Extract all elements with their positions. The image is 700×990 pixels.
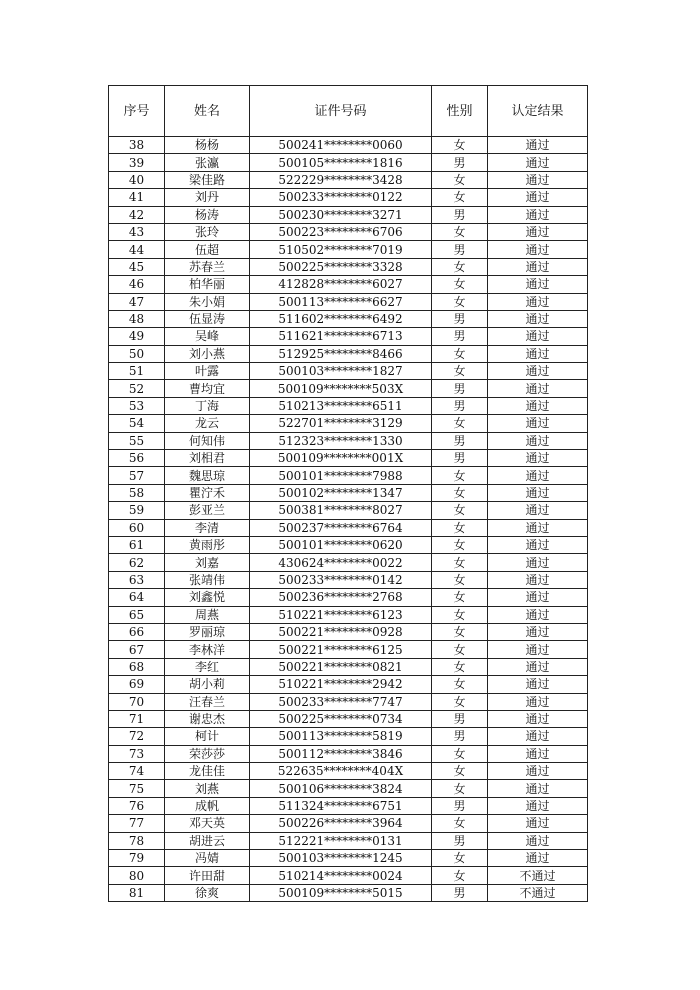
cell-gender: 女 [432, 467, 488, 484]
cell-gender: 男 [432, 154, 488, 171]
cell-gender: 女 [432, 519, 488, 536]
cell-number: 49 [109, 328, 165, 345]
cell-gender: 女 [432, 815, 488, 832]
table-row [109, 345, 588, 362]
cell-name: 丁海 [165, 397, 250, 414]
cell-id-number: 500102********1347 [250, 484, 432, 501]
cell-gender: 男 [432, 450, 488, 467]
table-row [109, 310, 588, 327]
table-row [109, 623, 588, 640]
cell-name: 刘小燕 [165, 345, 250, 362]
cell-name: 彭亚兰 [165, 502, 250, 519]
cell-gender: 男 [432, 832, 488, 849]
table-row [109, 745, 588, 762]
cell-gender: 男 [432, 241, 488, 258]
table-row [109, 484, 588, 501]
cell-number: 59 [109, 502, 165, 519]
header-id-number: 证件号码 [250, 86, 432, 137]
cell-number: 69 [109, 676, 165, 693]
table-row [109, 171, 588, 188]
cell-id-number: 500236********2768 [250, 589, 432, 606]
cell-result: 通过 [488, 258, 588, 275]
cell-name: 瞿泞禾 [165, 484, 250, 501]
table-row [109, 710, 588, 727]
cell-id-number: 500221********0928 [250, 623, 432, 640]
cell-id-number: 500225********3328 [250, 258, 432, 275]
cell-number: 54 [109, 415, 165, 432]
cell-gender: 女 [432, 589, 488, 606]
table-row [109, 450, 588, 467]
table-row [109, 415, 588, 432]
table-row [109, 467, 588, 484]
table-row [109, 137, 588, 154]
cell-number: 78 [109, 832, 165, 849]
table-row [109, 797, 588, 814]
cell-name: 成帆 [165, 797, 250, 814]
cell-name: 徐爽 [165, 884, 250, 901]
cell-name: 胡小莉 [165, 676, 250, 693]
cell-result: 通过 [488, 223, 588, 240]
cell-name: 谢忠杰 [165, 710, 250, 727]
cell-id-number: 500226********3964 [250, 815, 432, 832]
table-row [109, 258, 588, 275]
table-row [109, 502, 588, 519]
cell-gender: 男 [432, 380, 488, 397]
cell-id-number: 511324********6751 [250, 797, 432, 814]
cell-id-number: 500223********6706 [250, 223, 432, 240]
cell-number: 46 [109, 276, 165, 293]
cell-name: 叶露 [165, 363, 250, 380]
cell-result: 通过 [488, 137, 588, 154]
cell-name: 刘丹 [165, 189, 250, 206]
cell-number: 65 [109, 606, 165, 623]
cell-gender: 女 [432, 850, 488, 867]
cell-name: 许田甜 [165, 867, 250, 884]
cell-number: 70 [109, 693, 165, 710]
cell-id-number: 500113********6627 [250, 293, 432, 310]
cell-result: 通过 [488, 171, 588, 188]
cell-result: 通过 [488, 658, 588, 675]
cell-id-number: 500109********001X [250, 450, 432, 467]
cell-number: 67 [109, 641, 165, 658]
cell-id-number: 510213********6511 [250, 397, 432, 414]
table-row [109, 276, 588, 293]
cell-number: 52 [109, 380, 165, 397]
cell-name: 苏春兰 [165, 258, 250, 275]
header-gender: 性别 [432, 86, 488, 137]
cell-name: 刘相君 [165, 450, 250, 467]
cell-name: 汪春兰 [165, 693, 250, 710]
cell-name: 吴峰 [165, 328, 250, 345]
cell-number: 40 [109, 171, 165, 188]
cell-result: 通过 [488, 641, 588, 658]
cell-number: 45 [109, 258, 165, 275]
cell-name: 胡进云 [165, 832, 250, 849]
cell-gender: 女 [432, 171, 488, 188]
table-row [109, 728, 588, 745]
cell-result: 通过 [488, 554, 588, 571]
cell-gender: 男 [432, 797, 488, 814]
cell-number: 58 [109, 484, 165, 501]
cell-id-number: 500113********5819 [250, 728, 432, 745]
cell-id-number: 511602********6492 [250, 310, 432, 327]
cell-number: 41 [109, 189, 165, 206]
table-row [109, 693, 588, 710]
cell-number: 72 [109, 728, 165, 745]
cell-gender: 女 [432, 536, 488, 553]
cell-name: 柯计 [165, 728, 250, 745]
cell-id-number: 522229********3428 [250, 171, 432, 188]
cell-id-number: 500233********7747 [250, 693, 432, 710]
cell-gender: 女 [432, 867, 488, 884]
header-row [109, 86, 588, 137]
cell-number: 61 [109, 536, 165, 553]
cell-id-number: 500106********3824 [250, 780, 432, 797]
cell-id-number: 430624********0022 [250, 554, 432, 571]
cell-number: 64 [109, 589, 165, 606]
table-row [109, 536, 588, 553]
certification-results-table [108, 85, 588, 902]
cell-result: 通过 [488, 710, 588, 727]
cell-gender: 女 [432, 554, 488, 571]
cell-gender: 女 [432, 345, 488, 362]
table-row [109, 241, 588, 258]
cell-number: 80 [109, 867, 165, 884]
cell-number: 81 [109, 884, 165, 901]
cell-gender: 女 [432, 641, 488, 658]
cell-name: 何知伟 [165, 432, 250, 449]
cell-gender: 女 [432, 276, 488, 293]
cell-gender: 女 [432, 658, 488, 675]
cell-gender: 女 [432, 363, 488, 380]
cell-result: 通过 [488, 728, 588, 745]
cell-result: 通过 [488, 345, 588, 362]
cell-gender: 男 [432, 397, 488, 414]
cell-gender: 女 [432, 571, 488, 588]
cell-id-number: 412828********6027 [250, 276, 432, 293]
cell-name: 刘鑫悦 [165, 589, 250, 606]
cell-result: 通过 [488, 623, 588, 640]
cell-gender: 女 [432, 258, 488, 275]
cell-number: 77 [109, 815, 165, 832]
cell-result: 通过 [488, 380, 588, 397]
cell-name: 杨涛 [165, 206, 250, 223]
cell-result: 通过 [488, 745, 588, 762]
table-row [109, 397, 588, 414]
cell-result: 通过 [488, 797, 588, 814]
table-row [109, 223, 588, 240]
table-row [109, 606, 588, 623]
table-row [109, 189, 588, 206]
cell-gender: 女 [432, 676, 488, 693]
cell-number: 55 [109, 432, 165, 449]
cell-number: 47 [109, 293, 165, 310]
cell-id-number: 522701********3129 [250, 415, 432, 432]
cell-number: 75 [109, 780, 165, 797]
cell-gender: 女 [432, 223, 488, 240]
cell-id-number: 500101********0620 [250, 536, 432, 553]
cell-number: 68 [109, 658, 165, 675]
cell-name: 曹均宜 [165, 380, 250, 397]
cell-id-number: 522635********404X [250, 763, 432, 780]
cell-id-number: 500109********503X [250, 380, 432, 397]
cell-id-number: 500101********7988 [250, 467, 432, 484]
cell-id-number: 510221********6123 [250, 606, 432, 623]
table-row [109, 884, 588, 901]
cell-result: 通过 [488, 763, 588, 780]
cell-id-number: 500237********6764 [250, 519, 432, 536]
cell-result: 通过 [488, 432, 588, 449]
cell-result: 通过 [488, 484, 588, 501]
table-row [109, 867, 588, 884]
cell-id-number: 500105********1816 [250, 154, 432, 171]
cell-number: 71 [109, 710, 165, 727]
table-row [109, 850, 588, 867]
cell-gender: 女 [432, 293, 488, 310]
cell-gender: 女 [432, 780, 488, 797]
cell-id-number: 500103********1245 [250, 850, 432, 867]
cell-number: 44 [109, 241, 165, 258]
table-row [109, 432, 588, 449]
cell-gender: 男 [432, 328, 488, 345]
cell-number: 76 [109, 797, 165, 814]
cell-name: 刘嘉 [165, 554, 250, 571]
cell-name: 张瀛 [165, 154, 250, 171]
cell-number: 73 [109, 745, 165, 762]
cell-id-number: 510214********0024 [250, 867, 432, 884]
cell-id-number: 510221********2942 [250, 676, 432, 693]
table-row [109, 641, 588, 658]
cell-result: 通过 [488, 536, 588, 553]
cell-gender: 女 [432, 415, 488, 432]
cell-result: 通过 [488, 850, 588, 867]
cell-result: 通过 [488, 189, 588, 206]
cell-name: 朱小娟 [165, 293, 250, 310]
table-row [109, 363, 588, 380]
cell-id-number: 512925********8466 [250, 345, 432, 362]
cell-result: 通过 [488, 206, 588, 223]
table-row [109, 293, 588, 310]
cell-gender: 女 [432, 502, 488, 519]
cell-number: 62 [109, 554, 165, 571]
cell-id-number: 500221********6125 [250, 641, 432, 658]
cell-number: 57 [109, 467, 165, 484]
table-row [109, 571, 588, 588]
cell-number: 66 [109, 623, 165, 640]
cell-result: 通过 [488, 310, 588, 327]
cell-id-number: 500112********3846 [250, 745, 432, 762]
cell-result: 通过 [488, 502, 588, 519]
cell-gender: 女 [432, 137, 488, 154]
table-row [109, 554, 588, 571]
cell-name: 柏华丽 [165, 276, 250, 293]
cell-number: 74 [109, 763, 165, 780]
cell-name: 伍超 [165, 241, 250, 258]
cell-id-number: 500381********8027 [250, 502, 432, 519]
cell-gender: 女 [432, 693, 488, 710]
cell-name: 周燕 [165, 606, 250, 623]
cell-name: 黄雨彤 [165, 536, 250, 553]
table-row [109, 780, 588, 797]
cell-number: 51 [109, 363, 165, 380]
cell-id-number: 500221********0821 [250, 658, 432, 675]
cell-id-number: 500103********1827 [250, 363, 432, 380]
cell-result: 通过 [488, 693, 588, 710]
cell-gender: 女 [432, 763, 488, 780]
cell-name: 龙佳佳 [165, 763, 250, 780]
cell-result: 通过 [488, 519, 588, 536]
cell-number: 48 [109, 310, 165, 327]
cell-gender: 女 [432, 745, 488, 762]
cell-gender: 男 [432, 206, 488, 223]
cell-number: 60 [109, 519, 165, 536]
cell-name: 张玲 [165, 223, 250, 240]
cell-gender: 男 [432, 310, 488, 327]
cell-name: 冯婧 [165, 850, 250, 867]
cell-result: 通过 [488, 363, 588, 380]
table-header [109, 86, 588, 137]
cell-id-number: 512221********0131 [250, 832, 432, 849]
cell-name: 李林洋 [165, 641, 250, 658]
cell-id-number: 512323********1330 [250, 432, 432, 449]
header-number: 序号 [109, 86, 165, 137]
table-row [109, 589, 588, 606]
cell-number: 38 [109, 137, 165, 154]
cell-result: 通过 [488, 606, 588, 623]
cell-name: 魏思琼 [165, 467, 250, 484]
cell-result: 通过 [488, 832, 588, 849]
cell-result: 通过 [488, 293, 588, 310]
cell-gender: 女 [432, 484, 488, 501]
cell-result: 通过 [488, 276, 588, 293]
cell-result: 通过 [488, 397, 588, 414]
cell-name: 张靖伟 [165, 571, 250, 588]
cell-name: 李红 [165, 658, 250, 675]
cell-name: 梁佳路 [165, 171, 250, 188]
cell-name: 罗丽琼 [165, 623, 250, 640]
cell-result: 通过 [488, 467, 588, 484]
cell-name: 李清 [165, 519, 250, 536]
table-row [109, 763, 588, 780]
table-row [109, 328, 588, 345]
cell-result: 不通过 [488, 867, 588, 884]
cell-gender: 女 [432, 189, 488, 206]
cell-result: 通过 [488, 780, 588, 797]
cell-gender: 男 [432, 884, 488, 901]
cell-number: 63 [109, 571, 165, 588]
cell-id-number: 500230********3271 [250, 206, 432, 223]
table-row [109, 832, 588, 849]
cell-id-number: 510502********7019 [250, 241, 432, 258]
cell-result: 通过 [488, 589, 588, 606]
cell-number: 79 [109, 850, 165, 867]
cell-result: 通过 [488, 676, 588, 693]
cell-gender: 女 [432, 606, 488, 623]
cell-name: 杨杨 [165, 137, 250, 154]
cell-name: 荣莎莎 [165, 745, 250, 762]
cell-number: 50 [109, 345, 165, 362]
cell-id-number: 511621********6713 [250, 328, 432, 345]
cell-gender: 男 [432, 710, 488, 727]
cell-id-number: 500109********5015 [250, 884, 432, 901]
table-row [109, 658, 588, 675]
cell-gender: 男 [432, 432, 488, 449]
table-row [109, 815, 588, 832]
cell-name: 邓天英 [165, 815, 250, 832]
table-body [109, 137, 588, 902]
cell-result: 通过 [488, 154, 588, 171]
table-row [109, 206, 588, 223]
cell-id-number: 500233********0122 [250, 189, 432, 206]
table-row [109, 676, 588, 693]
cell-number: 56 [109, 450, 165, 467]
table-row [109, 154, 588, 171]
cell-id-number: 500241********0060 [250, 137, 432, 154]
cell-number: 42 [109, 206, 165, 223]
header-name: 姓名 [165, 86, 250, 137]
cell-id-number: 500233********0142 [250, 571, 432, 588]
cell-name: 龙云 [165, 415, 250, 432]
cell-number: 39 [109, 154, 165, 171]
cell-result: 通过 [488, 815, 588, 832]
cell-number: 53 [109, 397, 165, 414]
cell-id-number: 500225********0734 [250, 710, 432, 727]
cell-gender: 男 [432, 728, 488, 745]
cell-result: 通过 [488, 571, 588, 588]
header-result: 认定结果 [488, 86, 588, 137]
cell-result: 通过 [488, 241, 588, 258]
table-row [109, 380, 588, 397]
table-row [109, 519, 588, 536]
cell-number: 43 [109, 223, 165, 240]
cell-result: 通过 [488, 450, 588, 467]
cell-result: 通过 [488, 328, 588, 345]
cell-name: 刘燕 [165, 780, 250, 797]
cell-name: 伍显涛 [165, 310, 250, 327]
cell-result: 不通过 [488, 884, 588, 901]
cell-gender: 女 [432, 623, 488, 640]
cell-result: 通过 [488, 415, 588, 432]
